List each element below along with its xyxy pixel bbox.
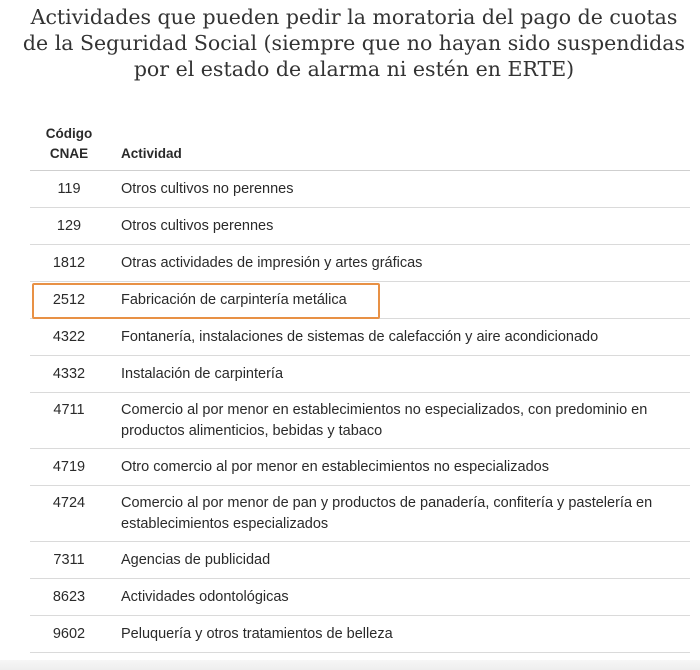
activity-name: Otras actividades de impresión y artes gráficas	[121, 255, 423, 271]
cnae-table	[30, 118, 690, 653]
cnae-code: 4322	[52, 329, 86, 345]
table-row	[30, 486, 690, 542]
table-header	[30, 118, 690, 171]
table-row	[30, 616, 690, 653]
activity-name: Instalación de carpintería	[121, 366, 284, 382]
cnae-code: 4719	[52, 459, 86, 475]
cnae-code: 4724	[52, 495, 86, 511]
table-row	[30, 542, 690, 579]
cnae-code: 8623	[52, 589, 86, 605]
activity-name: Otros cultivos no perennes	[121, 181, 294, 197]
table-row	[30, 579, 690, 616]
table-row	[30, 245, 690, 282]
header-code: Código CNAE	[45, 126, 93, 161]
table-row	[30, 449, 690, 486]
cnae-code: 9602	[52, 626, 86, 642]
activity-name: Comercio al por menor en establecimientos no especializados, con predominio en productos alimenticios, bebidas y tabaco	[121, 402, 648, 439]
activity-name: Actividades odontológicas	[121, 589, 289, 605]
cnae-code: 4332	[52, 366, 86, 382]
activity-name: Comercio al por menor de pan y productos de panadería, confitería y pastelería en establecimientos especializados	[121, 495, 653, 532]
activity-name: Peluquería y otros tratamientos de belleza	[121, 626, 393, 642]
cnae-code: 2512	[52, 292, 86, 308]
page-title: Actividades que pueden pedir la moratoria del pago de cuotas de la Seguridad Social (siempre que no hayan sido suspendidas por el estado de alarma ni estén en ERTE)	[22, 5, 686, 81]
cnae-code: 7311	[53, 552, 85, 568]
table-row	[30, 208, 690, 245]
table-row	[30, 356, 690, 393]
cnae-code: 129	[56, 218, 82, 234]
table-row	[30, 171, 690, 208]
cnae-code: 1812	[52, 255, 86, 271]
activity-name: Otros cultivos perennes	[121, 218, 274, 234]
table-row	[30, 393, 690, 449]
cnae-code: 119	[57, 181, 81, 197]
table-row-highlighted	[30, 282, 690, 319]
activity-name: Fontanería, instalaciones de sistemas de calefacción y aire acondicionado	[121, 329, 599, 345]
activity-name: Fabricación de carpintería metálica	[121, 292, 347, 308]
bottom-edge	[0, 660, 700, 670]
cnae-code: 4711	[53, 402, 85, 418]
activity-name: Otro comercio al por menor en establecimientos no especializados	[121, 459, 549, 475]
table-row	[30, 319, 690, 356]
activity-name: Agencias de publicidad	[121, 552, 271, 568]
header-activity: Actividad	[121, 146, 182, 161]
